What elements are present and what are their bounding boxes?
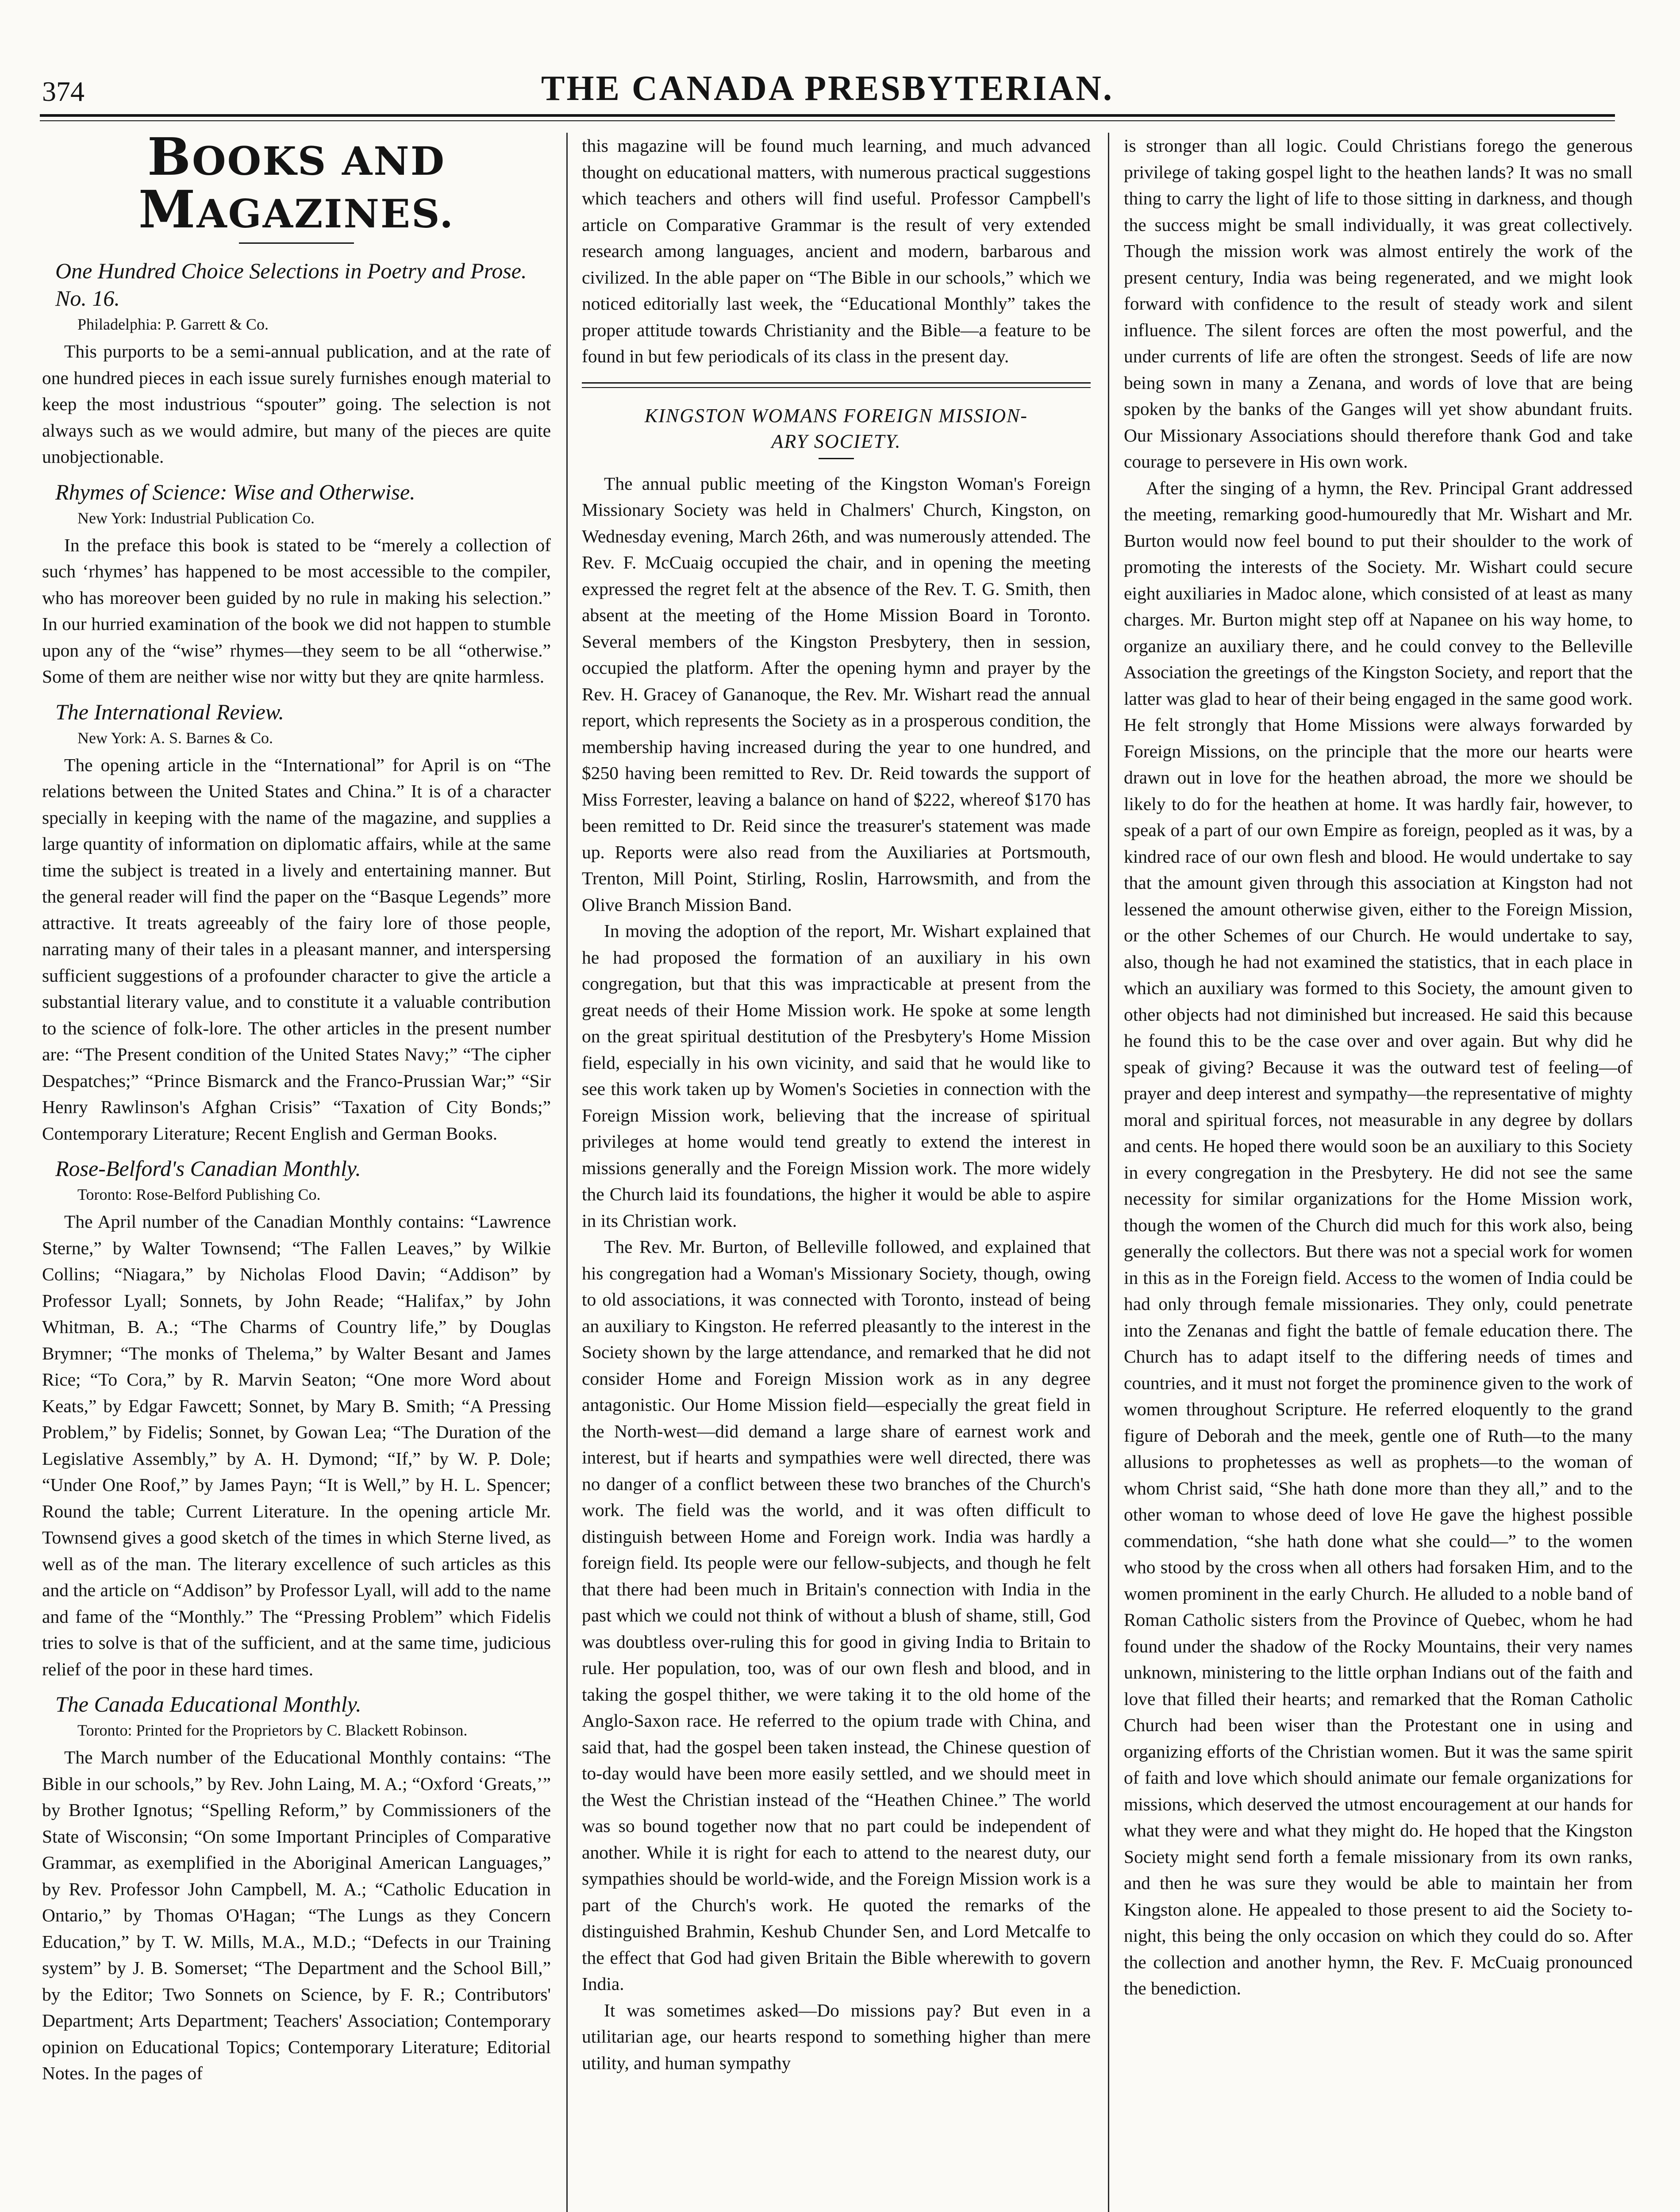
article-paragraph: The Rev. Mr. Burton, of Belleville followed, and explained that his congregation had a Woman's Missionary Society, though, owing to old associations, it was connected with Toronto, instead of being an auxiliary to Kingston. He referred pleasantly to the interest in the Society shown by the large attendance, and remarked that he did not consider Home and Foreign Mission work as in any degree antagonistic. Our Home Mission field—especially the great field in the North-west—did demand a large share of earnest work and interest, but if hearts and sympathies were well directed, there was no danger of a conflict between these two branches of the Church's work. The field was the world, and it was often difficult to distinguish between Home and Foreign work. India was hardly a foreign field. Its people were our fellow-subjects, and though he felt that there had been much in Britain's connection with India in the past which we could not think of without a blush of shame, still, God was doubtless over-ruling this for good in giving India to Britain to rule. Her population, too, was of our own flesh and blood, and in taking the gospel thither, we were taking it to the old home of the Anglo-Saxon race. He referred to the opium trade with China, and said that, had the gospel been taken instead, the Chinese question of to-day would have been more easily settled, and we should meet in the West the Christian instead of the “Heathen Chinee.” The world was so bound together now that no part could be independent of another. While it is right for each to attend to the nearest duty, our sympathies should be world-wide, and the Foreign Mission work is a part of the Church's work. He quoted the remarks of the distinguished Brahmin, Keshub Chunder Sen, and Lord Metcalfe to the effect that God had given Britain the Bible wherewith to govern India. bbox=[582, 1237, 1091, 1994]
article-title bbox=[582, 403, 1091, 454]
book-title: Rhymes of Science: Wise and Otherwise. bbox=[55, 479, 415, 504]
column-2 bbox=[582, 133, 1091, 2212]
review-paragraph: This purports to be a semi-annual publication, and at the rate of one hundred pieces in each issue surely furnishes enough material to keep the most industrious “spouter” going. The selection is not always such as we would admire, but many of the pieces are quite unobjectionable. bbox=[42, 341, 551, 467]
book-title: Rose-Belford's Canadian Monthly. bbox=[55, 1156, 361, 1181]
review-item bbox=[42, 1155, 551, 1682]
publisher-line: Toronto: Printed for the Proprietors by C. Blackett Robinson. bbox=[77, 1721, 468, 1739]
section-rule bbox=[239, 242, 354, 244]
review-paragraph: The April number of the Canadian Monthly contains: “Lawrence Sterne,” by Walter Townsend; “The Fallen Leaves,” by Wilkie Collins; “Niagara,” by Nicholas Flood Davin; “Addison” by Professor Lyall; Sonnets, by John Reade; “Halifax,” by John Whitman, B. A.; “The Charms of Country life,” by Douglas Brymner; “The monks of Thelema,” by Walter Besant and James Rice; “To Cora,” by R. Marvin Seaton; “One more Word about Keats,” by Edgar Fawcett; Sonnet, by Mary B. Smith; “A Pressing Problem,” by Fidelis; Sonnet, by Gowan Lea; “The Duration of the Legislative Assembly,” by A. H. Dymond; “If,” by W. P. Dole; “Under One Roof,” by James Payn; “It is Well,” by H. L. Spencer; Round the table; Current Literature. In the opening article Mr. Townsend gives a good sketch of the times in which Sterne lived, as well as of the man. The literary excellence of such articles as this and the article on “Addison” by Professor Lyall, will add to the name and fame of the “Monthly.” The “Pressing Problem” which Fidelis tries to solve is that of the sufficient, and at the same time, judicious relief of the poor in these hard times. bbox=[42, 1211, 551, 1679]
article-title-line: KINGSTON WOMANS FOREIGN MISSION- bbox=[644, 404, 1028, 426]
review-paragraph: The March number of the Educational Monthly contains: “The Bible in our schools,” by Rev. John Laing, M. A.; “Oxford ‘Greats,’” by Brother Ignotus; “Spelling Reform,” by Commissioners of the State of Wisconsin; “On some Important Principles of Comparative Grammar, as exemplified in the Aboriginal American Languages,” by Rev. Professor John Campbell, M. A.; “Catholic Education in Ontario,” by Thomas O'Hagan; “The Lungs as they Concern Education,” by T. W. Mills, M.A., M.D.; “Defects in our Training system” by J. B. Somerset; “The Department and the School Bill,” by the Editor; Two Sonnets on Science, by F. R.; Contributors' Department; Arts Department; Teachers' Association; Contemporary opinion on Educational Topics; Contemporary Literature; Editorial Notes. In the pages of bbox=[42, 1747, 551, 2083]
review-item bbox=[42, 257, 551, 470]
book-title: The Canada Educational Monthly. bbox=[55, 1692, 361, 1717]
title-rule bbox=[819, 458, 854, 459]
publisher-line: New York: Industrial Publication Co. bbox=[77, 509, 315, 527]
column-divider bbox=[566, 133, 568, 2212]
article-paragraph: After the singing of a hymn, the Rev. Principal Grant addressed the meeting, remarking good-humouredly that Mr. Wishart and Mr. Burton would now feel bound to put their shoulder to the work of promoting the interests of the Society. Mr. Wishart could secure eight auxiliaries in Madoc alone, which consisted of at least as many charges. Mr. Burton might step off at Napanee on his way home, to organize an auxiliary there, and he could convey to the Belleville Association the greetings of the Kingston Society, and report that the latter was glad to hear of their being engaged in the same good work. He felt strongly that Home Missions were always forwarded by Foreign Missions, on the principle that the more our hearts were drawn out in love for the heathen abroad, the more we should be likely to do for the heathen at home. It was hardly fair, however, to speak of a part of our own Empire as foreign, peopled as it was, by a kindred race of our own flesh and blood. He would undertake to say that the amount given through this association at Kingston had not lessened the amount otherwise given, either to the Foreign Mission, or the other Schemes of our Church. He would undertake to say, also, though he had not examined the statistics, that in each place in which an auxiliary was formed to this Society, the amount given to other objects had not diminished but increased. He said this because he found this to be the case over and over again. But why did he speak of giving? Because it was the outward test of feeling—of prayer and deep interest and sympathy—the representative of mighty moral and spiritual forces, not measurable in any degree by dollars and cents. He hoped there would soon be an auxiliary to this Society in every congregation in the Presbytery. He did not see the same necessity for similar organizations for the Home Mission work, though the women of the Church did much for this work also, being generally the collectors. But there was not a special work for women in this as in the Foreign field. Access to the women of India could be had only through female missionaries. They only, could penetrate into the Zenanas and fight the battle of female education there. The Church has to adapt itself to the differing needs of times and countries, and it must not forget the prominence given to the work of women throughout Scripture. He referred eloquently to the grand figure of Deborah and the meek, gentle one of Ruth—to the many allusions to prophetesses as well as prophets—to the woman of whom Christ said, “She hath done more than they all,” and to the other woman to whose deed of love He gave the highest possible commendation, “she hath done what she could—” to the women who stood by the cross when all others had forsaken Him, and to the women prominent in the early Church. He alluded to a noble band of Roman Catholic sisters from the Province of Quebec, whom he had found under the shadow of the Rocky Mountains, their very names unknown, ministering to the little orphan Indians out of the faith and love that filled their hearts; and remarked that the Roman Catholic Church had been wiser than the Protestant one in using and organizing efforts of the Christian women. But it was the same spirit of faith and love which should animate our female organizations for missions, which deserved the utmost encouragement at our hands for what they were and what they might do. He hoped that the Kingston Society might send forth a female missionary from its own ranks, and then he was sure they would be able to maintain her from Kingston alone. He appealed to those present to aid the Society to-night, this being the only occasion on which they could do so. After the collection and another hymn, the Rev. F. McCuaig pronounced the benediction. bbox=[1124, 477, 1633, 1998]
article-paragraph: The annual public meeting of the Kingston Woman's Foreign Missionary Society was held in Chalmers' Church, Kingston, on Wednesday evening, March 26th, and was numerously attended. The Rev. F. McCuaig occupied the chair, and in opening the meeting expressed the regret felt at the absence of the Rev. T. G. Smith, then absent at the meeting of the Home Mission Board in Toronto. Several members of the Kingston Presbytery, then in session, occupied the platform. After the opening hymn and prayer by the Rev. H. Gracey of Gananoque, the Rev. Mr. Wishart read the annual report, which represents the Society as in a prosperous condition, the membership having increased during the year to one hundred, and $250 having been remitted to Rev. Dr. Reid towards the support of Miss Forrester, leaving a balance on hand of $222, whereof $170 has been remitted to Dr. Reid since the treasurer's statement was made up. Reports were also read from the Auxiliaries at Portsmouth, Trenton, Mill Point, Stirling, Roslin, Harrowsmith, and from the Olive Branch Mission Band. bbox=[582, 473, 1091, 915]
review-paragraph: In the preface this book is stated to be “merely a collection of such ‘rhymes’ has happened to be most accessible to the compiler, who has moreover been guided by no rule in making his selection.” In our hurried examination of the book we did not happen to stumble upon any of the “wise” rhymes—they seem to be all “otherwise.” Some of them are neither wise nor witty but they are qnite harmless. bbox=[42, 534, 551, 687]
review-item bbox=[42, 478, 551, 690]
section-heading: BOOKS AND MAGAZINES. bbox=[138, 133, 455, 240]
continued-paragraph: this magazine will be found much learning, and much advanced thought on educational matters, with numerous practical suggestions which teachers and others will find useful. Professor Campbell's article on Comparative Grammar is the result of very extended research among languages, ancient and modern, barbarous and civilized. In the able paper on “The Bible in our schools,” which we noticed editorially last week, the “Educational Monthly” takes the proper attitude towards Christianity and the Bible—a feature to be found in but few periodicals of its class in the present day. bbox=[582, 135, 1091, 366]
book-title: One Hundred Choice Selections in Poetry and Prose. No. 16. bbox=[55, 258, 527, 311]
article-paragraph: In moving the adoption of the report, Mr. Wishart explained that he had proposed the formation of an auxiliary in his own congregation, but that this was impracticable at present from the great needs of their Home Mission work. He spoke at some length on the great spiritual destitution of the Presbytery's Home Mission field, especially in his own vicinity, and said that he would like to see this work taken up by Women's Societies in connection with the Foreign Mission work, believing that the increase of spiritual privileges at home would tend greatly to extend the interest in missions generally and the Foreign Mission work. The more widely the Church laid its foundations, the higher it would be able to aspire in its Christian work. bbox=[582, 921, 1091, 1231]
publisher-line: Philadelphia: P. Garrett & Co. bbox=[77, 315, 269, 333]
column-divider bbox=[1108, 133, 1109, 2212]
review-item bbox=[42, 698, 551, 1147]
header-rule-thick bbox=[40, 114, 1615, 117]
running-title: THE CANADA PRESBYTERIAN. bbox=[541, 69, 1114, 108]
column-1 bbox=[42, 133, 551, 2212]
review-paragraph: The opening article in the “International” for April is on “The relations between the United States and China.” It is of a character specially in keeping with the name of the magazine, and supplies a large quantity of information on diplomatic affairs, while at the same time the subject is treated in a lively and entertaining manner. But the general reader will find the paper on the “Basque Legends” more attractive. It treats agreeably of the fairy lore of those people, narrating many of their tales in a pleasant manner, and interspersing sufficient suggestions of a profounder character to give the article a substantial literary value, and to constitute it a valuable contribution to the science of folk-lore. The other articles in the present number are: “The Present condition of the United States Navy;” “The cipher Despatches;” “Prince Bismarck and the Franco-Prussian War;” “Sir Henry Rawlinson's Afghan Crisis” “Taxation of City Bonds;” Contemporary Literature; Recent English and German Books. bbox=[42, 754, 551, 1144]
book-title: The International Review. bbox=[55, 699, 284, 724]
column-3 bbox=[1124, 133, 1633, 2212]
page-number: 374 bbox=[42, 76, 85, 107]
review-item bbox=[42, 1690, 551, 2087]
article-paragraph: It was sometimes asked—Do missions pay? But even in a utilitarian age, our hearts respond to something higher than mere utility, and human sympathy bbox=[582, 2000, 1091, 2073]
publisher-line: Toronto: Rose-Belford Publishing Co. bbox=[77, 1186, 321, 1203]
article-title-line: ARY SOCIETY. bbox=[771, 430, 901, 452]
article-separator-rule bbox=[582, 382, 1091, 388]
publisher-line: New York: A. S. Barnes & Co. bbox=[77, 729, 273, 747]
header-rule-thin bbox=[40, 120, 1615, 121]
article-paragraph: is stronger than all logic. Could Christians forego the generous privilege of taking gospel light to the heathen lands? It was no small thing to carry the light of life to those sitting in darkness, and though the success might be small individually, it was great collectively. Though the mission work was almost entirely the work of the present century, India was being regenerated, and we might look forward with confidence to the result of steady work and silent influence. The silent forces are often the most powerful, and the under currents of life are often the strongest. Seeds of life are now being sown in many a Zenana, and words of love that are being spoken by the banks of the Ganges will yet show abundant fruits. Our Missionary Associations should therefore thank God and take courage to persevere in His own work. bbox=[1124, 135, 1633, 472]
page-header bbox=[40, 66, 1615, 115]
